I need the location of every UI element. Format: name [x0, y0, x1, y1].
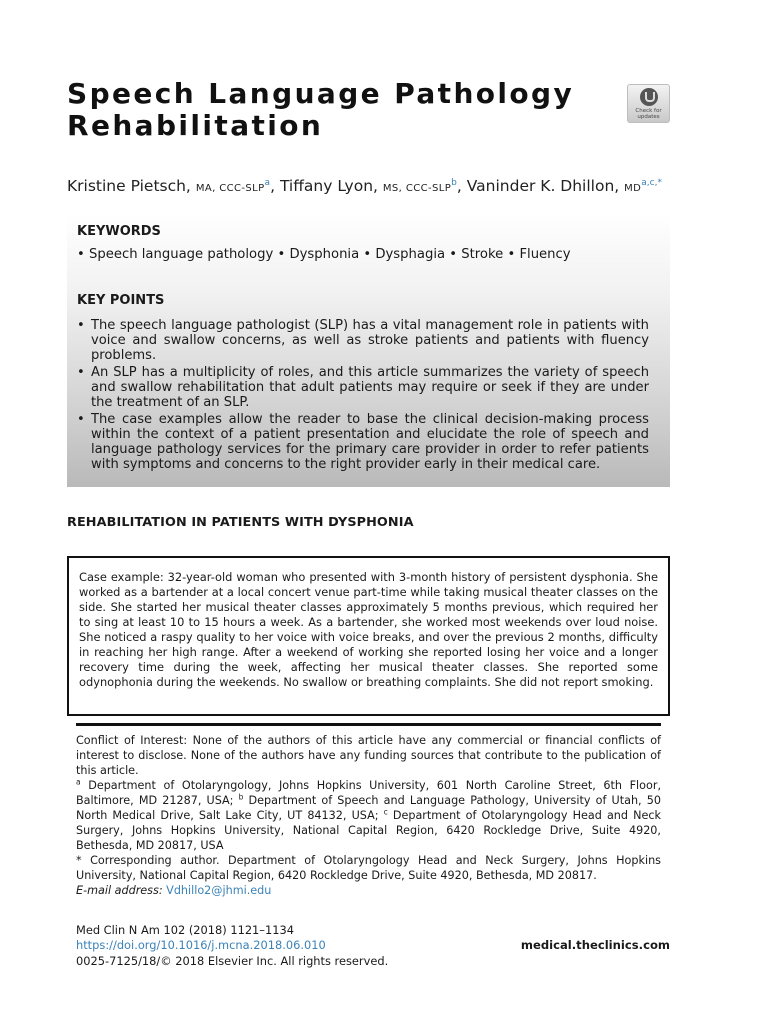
- key-points-heading: KEY POINTS: [77, 293, 165, 308]
- author-name: Tiffany Lyon,: [279, 177, 378, 196]
- key-point-item: • The speech language pathologist (SLP) has a vital management role in patients with voice and swallow concerns, as well as stroke patients and patients with fluency problems.: [77, 319, 649, 363]
- journal-info: [76, 923, 388, 969]
- check-for-updates-icon: [640, 88, 658, 106]
- email-label: E-mail address:: [76, 884, 163, 897]
- affiliation-mark[interactable]: a,c,*: [641, 178, 662, 188]
- author-separator: ,: [456, 177, 462, 196]
- email-link[interactable]: Vdhillo2@jhmi.edu: [166, 884, 272, 897]
- doi-link[interactable]: https://doi.org/10.1016/j.mcna.2018.06.010: [76, 938, 326, 953]
- badge-line-2: updates: [637, 114, 660, 120]
- key-point-item: • The case examples allow the reader to base the clinical decision-making process within the context of a patient presentation and elucidate the role of speech and language pathology services for the primary care provider in order to refer patients with symptoms and concerns to the right provider early in their medical care.: [77, 413, 649, 472]
- article-title-line-2: Rehabilitation: [67, 109, 324, 142]
- affiliation-c: Department of Otolaryngology Head and Neck Surgery, Johns Hopkins University, National Capital Region, 6420 Rockledge Drive, Suite 4920, Bethesda, MD 20817, USA: [76, 809, 661, 852]
- footnote-divider: [76, 723, 661, 726]
- affiliation-mark[interactable]: b: [451, 178, 457, 188]
- keywords-keypoints-box: [67, 213, 670, 487]
- affiliations: [76, 778, 661, 853]
- affiliation-mark: b: [238, 792, 244, 802]
- case-example-box: [67, 556, 670, 716]
- author-separator: ,: [270, 177, 275, 196]
- copyright-line: 0025-7125/18/© 2018 Elsevier Inc. All rights reserved.: [76, 953, 389, 968]
- affiliation-mark[interactable]: a: [264, 178, 271, 188]
- case-example-text: Case example: 32-year-old woman who presented with 3-month history of persistent dysphonia. She worked as a bartender at a local concert venue part-time while taking musical theater classes on the side. She started her musical theater classes approximately 5 months previous, which required her to sing at least 10 to 15 hours a week. As a bartender, she worked most weekends over loud noise. She noticed a raspy quality to her voice with voice breaks, and over the previous 2 months, difficulty in reaching her high range. After a weekend of working she reported losing her voice and a longer recovery time during the week, affecting her musical theater classes. She reported some odynophonia during the weekends. No swallow or breathing complaints. She did not report smoking.: [79, 570, 658, 689]
- author-credentials: MA, CCC-SLP: [195, 183, 265, 195]
- conflict-of-interest: Conflict of Interest: None of the authors of this article have any commercial or financial conflicts of interest to disclose. None of the authors have any funding sources that contribute to the publication of this article.: [76, 734, 661, 777]
- keywords-heading: KEYWORDS: [77, 224, 161, 239]
- badge-line-1: Check for: [635, 108, 662, 114]
- affiliation-mark: c: [383, 807, 388, 817]
- keywords-list: • Speech language pathology • Dysphonia • Dysphagia • Stroke • Fluency: [77, 247, 571, 262]
- corresponding-author: * Corresponding author. Department of Otolaryngology Head and Neck Surgery, Johns Hopkins University, National Capital Region, 6420 Rockledge Drive, Suite 4920, Bethesda, MD 20817.: [76, 854, 661, 882]
- footnotes: [76, 733, 661, 898]
- author-credentials: MS, CCC-SLP: [382, 183, 452, 195]
- author-credentials: MD: [624, 183, 642, 195]
- author-list: [67, 173, 687, 199]
- affiliation-b: Department of Speech and Language Pathology, University of Utah, 50 North Medical Drive, Salt Lake City, UT 84132, USA;: [76, 794, 661, 822]
- key-points-list: [77, 319, 649, 475]
- check-for-updates-badge[interactable]: [627, 84, 670, 123]
- affiliation-mark: a: [76, 777, 81, 787]
- author-name: Kristine Pietsch,: [67, 177, 191, 196]
- journal-citation: Med Clin N Am 102 (2018) 1121–1134: [76, 923, 294, 937]
- key-point-item: • An SLP has a multiplicity of roles, and this article summarizes the variety of speech and swallow rehabilitation that adult patients may require or seek if they are under the treatment of an SLP.: [77, 366, 649, 410]
- affiliation-a: Department of Otolaryngology, Johns Hopkins University, 601 North Caroline Street, 6th Floor, Baltimore, MD 21287, USA;: [76, 779, 661, 807]
- article-title-line-1: Speech Language Pathology: [67, 77, 575, 110]
- section-heading: REHABILITATION IN PATIENTS WITH DYSPHONIA: [67, 515, 414, 530]
- article-title: [67, 78, 607, 142]
- email-line: [76, 883, 661, 898]
- author-name: Vaninder K. Dhillon,: [466, 177, 620, 196]
- journal-website[interactable]: medical.theclinics.com: [520, 938, 670, 952]
